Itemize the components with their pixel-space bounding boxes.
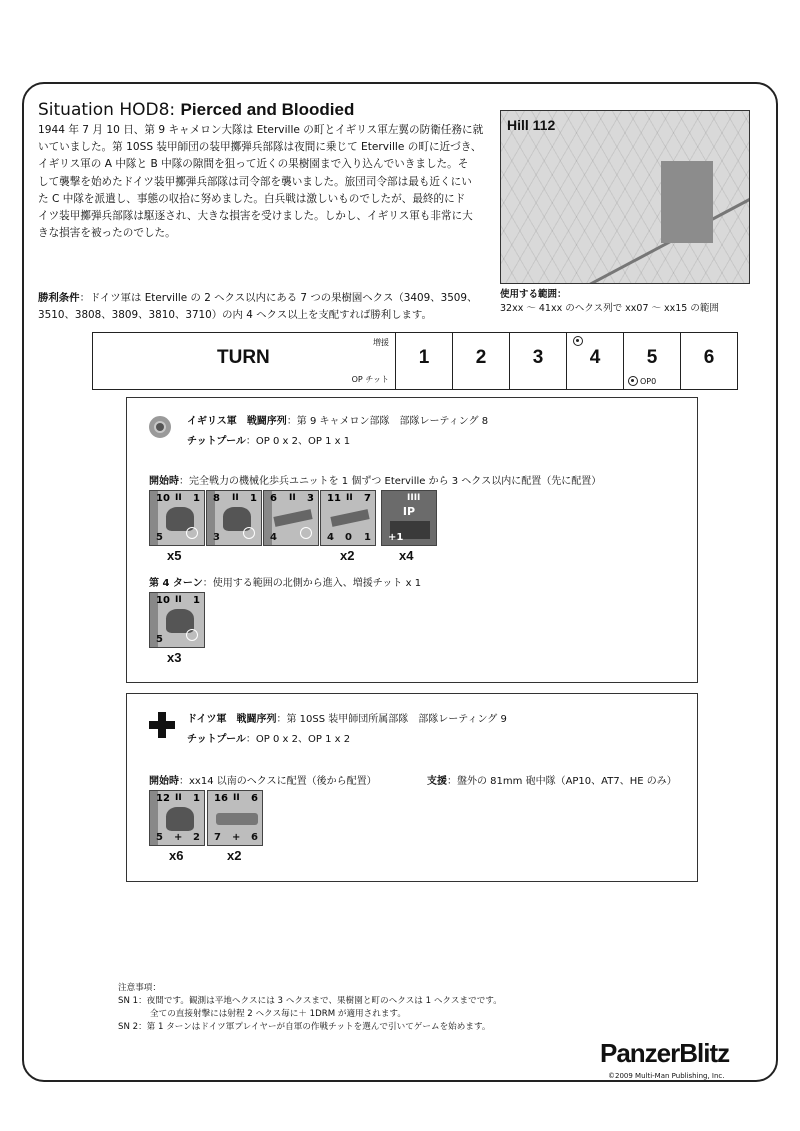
unit-counter-panzergrenadier: [149, 790, 205, 846]
counter-value: 11: [327, 493, 341, 504]
unit-multiplier: x5: [167, 548, 182, 563]
counter-value: 8: [213, 493, 220, 504]
counter-value: 1: [250, 493, 257, 504]
german-chit-text: ：OP 0 x 2、OP 1 x 2: [245, 734, 351, 745]
intro-line: 1944 年 7 月 10 日、第 9 キャメロン大隊は Eterville の町とイギリス軍左翼の防衛任務に就: [38, 124, 484, 136]
victory-line2: 3510、3808、3809、3810、3710）の内 4 ヘクス以上を支配すれば勝利します。: [38, 309, 432, 321]
counter-value: 4: [327, 532, 334, 543]
victory-label: 勝利条件: [38, 292, 80, 304]
counter-value: II: [175, 595, 182, 605]
counter-value: 6: [251, 793, 258, 804]
turn-number: 4: [589, 347, 601, 368]
british-oob: [187, 412, 488, 427]
map-name: Hill 112: [507, 117, 556, 133]
intro-line: イギリス軍の A 中隊と B 中隊の隙間を狙って近くの果樹園まで入り込んでいきました。そ: [38, 158, 469, 171]
unit-counter-mech-infantry: [149, 592, 205, 648]
counter-value: 2: [193, 832, 200, 843]
note-sn1: SN 1：夜間です。観測は平地ヘクスには 3 ヘクスまで、果樹園と町のヘクスは 1 ヘクスまでです。: [118, 996, 502, 1006]
counter-value: 7: [364, 493, 371, 504]
turn-label: TURN: [217, 347, 270, 368]
counter-value: 10: [156, 595, 170, 606]
soldier-icon: [166, 807, 194, 831]
british-reinf-label: 第 4 ターン: [149, 578, 203, 589]
german-oob-text: ：第 10SS 装甲師団所属部隊 部隊レーティング 9: [276, 714, 507, 725]
counter-value: 1: [364, 532, 371, 543]
turn-number: 5: [646, 347, 658, 368]
counter-value: 1: [193, 493, 200, 504]
intro-line: イツ装甲擲弾兵部隊は駆逐され、大きな損害を受けました。しかし、イギリス軍も非常に大: [38, 210, 473, 223]
turn-number: 3: [532, 347, 544, 368]
german-oob: [187, 710, 507, 725]
british-force-label: イギリス軍: [187, 416, 237, 427]
german-support-label: 支援: [427, 776, 447, 787]
turn-cell-4: [567, 333, 624, 389]
intro-line: して襲撃を始めたドイツ装甲擲弾兵部隊は司令部を襲いました。旅団司令部は最も近くにい: [38, 175, 472, 188]
intro-line: きな損害を被ったのでした。: [38, 227, 176, 240]
counter-circle-icon: [243, 527, 255, 539]
german-chit-label: チットプール: [187, 734, 246, 745]
british-reinf-text: ：使用する範囲の北側から進入、増援チット x 1: [202, 578, 422, 589]
german-chits: [187, 730, 350, 745]
victory-conditions: [38, 290, 498, 324]
scenario-title-prefix: Situation HOD8:: [38, 100, 181, 120]
iron-cross-bar: [149, 721, 175, 729]
counter-value: II: [233, 793, 240, 803]
unit-multiplier: x2: [227, 848, 242, 863]
british-reinforcement: [149, 574, 421, 589]
counter-value: 5: [156, 832, 163, 843]
copyright: ©2009 Multi-Man Publishing, Inc.: [608, 1072, 725, 1080]
german-force-label: ドイツ軍: [187, 714, 227, 725]
british-chit-text: ：OP 0 x 2、OP 1 x 1: [245, 436, 351, 447]
note-sn2: SN 2：第 1 ターンはドイツ軍プレイヤーが自軍の作戦チットを選んで引いてゲームを始めます。: [118, 1022, 491, 1032]
turn-cell-6: [681, 333, 737, 389]
counter-value: 6: [251, 832, 258, 843]
german-forces-box: [126, 693, 698, 882]
german-support: [427, 772, 677, 787]
counter-value: 12: [156, 793, 170, 804]
counter-value: II: [346, 493, 353, 503]
intro-line: た C 中隊を派遣し、事態の収拾に努めました。白兵戦は激しいものでしたが、最終的にド: [38, 192, 466, 205]
scenario-title-main: Pierced and Bloodied: [180, 100, 355, 119]
turn-track: [92, 332, 738, 390]
german-setup-text: ：xx14 以南のヘクスに配置（後から配置）: [179, 776, 377, 787]
counter-value: 0: [345, 532, 352, 543]
british-roundel-icon: [149, 416, 171, 438]
unit-counter-mech-infantry: [149, 490, 205, 546]
unit-counter-infantry: [206, 490, 262, 546]
german-support-text: ：盤外の 81mm 砲中隊（AP10、AT7、HE のみ）: [447, 776, 677, 787]
counter-value: 1: [193, 793, 200, 804]
british-chits: [187, 432, 350, 447]
british-chit-label: チットプール: [187, 436, 246, 447]
intro-line: いていました。第 10SS 装甲師団の装甲擲弾兵部隊は夜間に乗じて Eterville の町に近づき、: [38, 141, 482, 154]
map-thumbnail: [500, 110, 750, 284]
counter-value: 16: [214, 793, 228, 804]
antitank-gun-icon: [330, 509, 369, 527]
counter-value: 7: [214, 832, 221, 843]
counter-value: IP: [402, 505, 416, 518]
notes-heading: 注意事項：: [118, 983, 161, 993]
map-range-label: 使用する範囲：: [500, 289, 567, 300]
counter-value: +1: [388, 532, 404, 543]
unit-multiplier: x2: [340, 548, 355, 563]
unit-counter-improved-position: [381, 490, 437, 546]
counter-circle-icon: [300, 527, 312, 539]
counter-value: 5: [156, 532, 163, 543]
counter-value: II: [175, 493, 182, 503]
british-setup: [149, 472, 601, 487]
british-forces-box: [126, 397, 698, 683]
panzerblitz-logo: PanzerBlitz: [600, 1038, 730, 1068]
turn-number: 2: [475, 347, 487, 368]
british-oob-label: 戦闘序列: [246, 416, 287, 427]
counter-circle-icon: [186, 527, 198, 539]
german-setup: [149, 772, 377, 787]
german-oob-label: 戦闘序列: [236, 714, 277, 725]
british-setup-label: 開始時: [149, 476, 179, 487]
turn-number: 6: [703, 347, 715, 368]
british-setup-text: ：完全戦力の機械化歩兵ユニットを 1 個ずつ Eterville から 3 ヘクス以内に配置（先に配置）: [179, 476, 602, 487]
counter-value: 5: [156, 634, 163, 645]
counter-value: 6: [270, 493, 277, 504]
unit-multiplier: x6: [169, 848, 184, 863]
counter-value: IIII: [407, 493, 421, 503]
counter-value: 1: [193, 595, 200, 606]
tank-icon: [216, 813, 258, 825]
counter-value: +: [232, 832, 241, 843]
turn-cell-1: [396, 333, 453, 389]
british-op-chit-icon: [628, 376, 638, 386]
british-reinforcement-icon: [573, 336, 583, 346]
counter-value: II: [232, 493, 239, 503]
note-sn1-cont: 全ての直接射撃には射程 2 ヘクス毎に＋ 1DRM が適用されます。: [150, 1009, 406, 1019]
iron-cross-icon: [149, 712, 175, 738]
victory-line1: ：ドイツ軍は Eterville の 2 ヘクス以内にある 7 つの果樹園ヘクス（3409、3509、: [79, 292, 478, 304]
reinforcement-label: 増援: [373, 338, 389, 347]
turn-cell-2: [453, 333, 510, 389]
op-chit-label: OP チット: [351, 375, 389, 384]
unit-multiplier: x4: [399, 548, 414, 563]
counter-value: 4: [270, 532, 277, 543]
turn-cell-5: [624, 333, 681, 389]
intro-text: [38, 122, 486, 242]
british-oob-text: ：第 9 キャメロン部隊 部隊レーティング 8: [286, 416, 489, 427]
map-woods: [661, 161, 713, 243]
turn-number: 1: [418, 347, 430, 368]
scenario-title: [38, 100, 354, 120]
turn-cell-3: [510, 333, 567, 389]
special-notes: [118, 982, 502, 1034]
vehicle-icon: [273, 509, 312, 527]
counter-value: II: [289, 493, 296, 503]
unit-counter-carrier: [263, 490, 319, 546]
counter-value: 10: [156, 493, 170, 504]
map-range: [500, 288, 719, 316]
turn5-op-note: OP0: [640, 377, 657, 386]
german-setup-label: 開始時: [149, 776, 179, 787]
counter-value: II: [175, 793, 182, 803]
turn-track-header: [93, 333, 396, 389]
map-range-text: 32xx ～ 41xx のヘクス列で xx07 ～ xx15 の範囲: [500, 303, 719, 314]
counter-value: 3: [307, 493, 314, 504]
counter-value: +: [174, 832, 183, 843]
counter-circle-icon: [186, 629, 198, 641]
unit-multiplier: x3: [167, 650, 182, 665]
unit-counter-antitank-gun: [320, 490, 376, 546]
counter-value: 3: [213, 532, 220, 543]
unit-counter-panzer-iv: [207, 790, 263, 846]
